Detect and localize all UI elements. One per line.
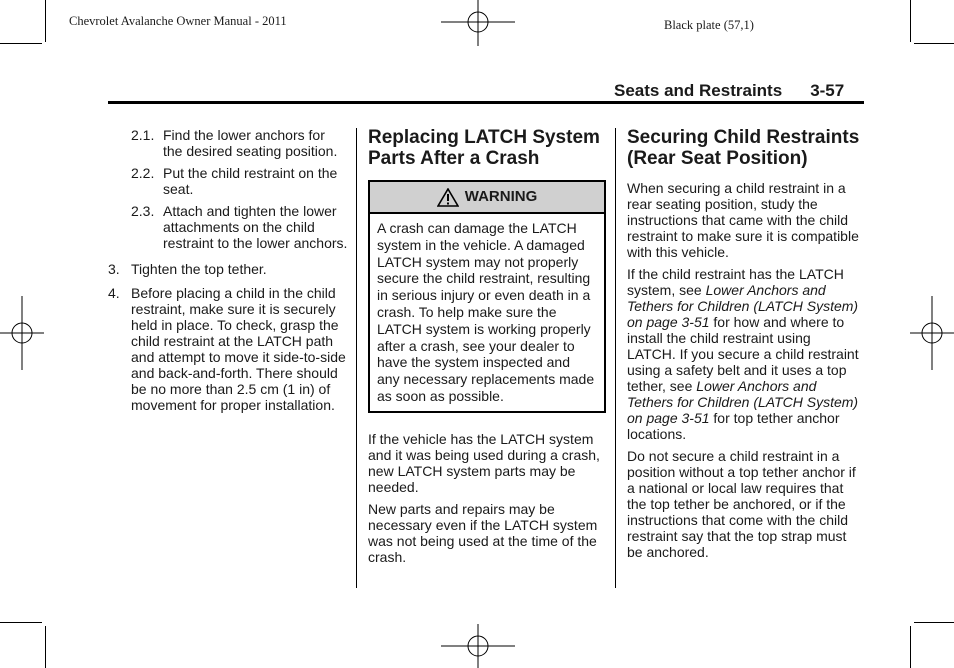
warning-header (370, 182, 604, 214)
column-divider (356, 128, 357, 588)
item-number: 2.1. (131, 127, 155, 143)
section-heading: Replacing LATCH System Parts After a Crash (368, 127, 600, 169)
paragraph: If the vehicle has the LATCH system and it was being used during a crash, new LATCH system parts may be needed. (368, 430, 600, 495)
plate-label: Black plate (57,1) (664, 18, 754, 32)
paragraph: When securing a child restraint in a rear seating position, study the instructions that came with the child restraint to make sure it is compatible with this vehicle. (627, 180, 859, 260)
page-number: 3-57 (810, 81, 845, 100)
warning-label: WARNING (464, 188, 538, 205)
paragraph: New parts and repairs may be necessary even if the LATCH system was not being used at the time of the crash. (368, 500, 598, 565)
registration-mark-right-icon (910, 296, 954, 370)
text-run: for top tether anchor locations. (627, 410, 840, 442)
registration-mark-left-icon (0, 296, 44, 370)
item-text: Put the child restraint on the seat. (163, 165, 338, 197)
registration-mark-bottom-icon (441, 624, 515, 668)
section-header (614, 81, 844, 101)
cross-reference-link[interactable]: Lower Anchors and Tethers for Children (LATCH System) on page 3-51 (627, 282, 859, 330)
registration-mark-top-icon (441, 0, 515, 46)
manual-title: Chevrolet Avalanche Owner Manual - 2011 (69, 14, 287, 28)
item-number: 2.2. (131, 165, 155, 181)
warning-text: A crash can damage the LATCH system in the vehicle. A damaged LATCH system may not properly secure the child restraint, resulting in serious injury or even death in a crash. To help make sure the LATCH system is working properly after a crash, see your dealer to have the system inspected and any necessary replacements made as soon as possible. (377, 220, 595, 404)
text-run: If the child restraint has the LATCH system, see (627, 266, 844, 298)
item-text: Attach and tighten the lower attachments on the child restraint to the lower anchors. (163, 203, 348, 251)
column-securing-rear (627, 127, 863, 566)
list-item (108, 203, 348, 251)
item-text: Tighten the top tether. (131, 261, 267, 277)
warning-triangle-icon (437, 188, 459, 207)
section-heading: Securing Child Restraints (Rear Seat Position) (627, 127, 860, 169)
item-text: Find the lower anchors for the desired seating position. (163, 127, 338, 159)
column-replacing-latch (368, 127, 606, 571)
paragraph (627, 266, 863, 442)
paragraph: Do not secure a child restraint in a position without a top tether anchor if a national or local law requires that the top tether be anchored, or if the instructions that come with the child restraint say that the top strap must be anchored. (627, 448, 856, 560)
item-number: 4. (108, 285, 120, 301)
list-item (108, 165, 348, 197)
list-item (108, 127, 348, 159)
warning-box (368, 180, 606, 413)
text-run: for how and where to install the child restraint using LATCH. If you secure a child restraint using a safety belt and it uses a top tether, see (627, 314, 859, 394)
list-item (108, 261, 348, 277)
item-text: Before placing a child in the child restraint, make sure it is securely held in place. To check, grasp the child restraint at the LATCH path and attempt to move it side-to-side and back-and-forth. There should be no more than 2.5 cm (1 in) of movement for proper installation. (131, 285, 346, 413)
section-title: Seats and Restraints (614, 81, 783, 100)
header-rule (108, 101, 864, 104)
list-item (108, 285, 348, 413)
column-steps (108, 127, 348, 419)
item-number: 2.3. (131, 203, 155, 219)
item-number: 3. (108, 261, 120, 277)
column-divider (615, 128, 616, 588)
cross-reference-link[interactable]: Lower Anchors and Tethers for Children (LATCH System) on page 3-51 (627, 378, 859, 426)
